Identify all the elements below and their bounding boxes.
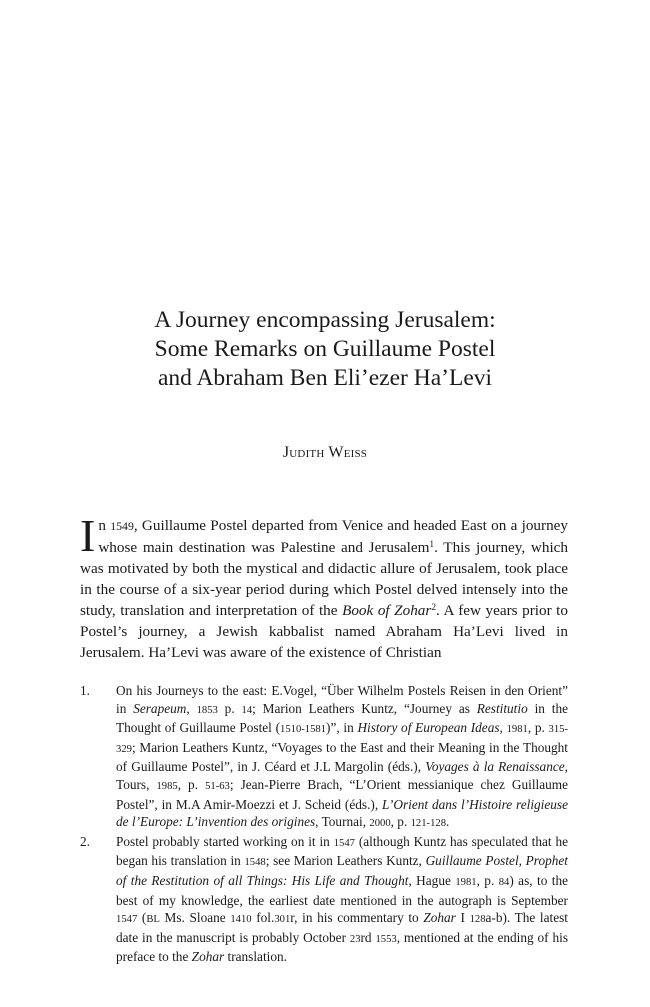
fn-seg: , Hague — [408, 872, 456, 888]
author-name: Judith Weiss — [282, 444, 368, 461]
fn-seg: , — [186, 700, 197, 716]
fn-seg: ; Marion Leathers Kuntz, “Journey as — [252, 700, 477, 716]
fn-num: 51-63 — [205, 780, 230, 792]
fn-num: 1981 — [506, 724, 528, 736]
book-title: Book of Zohar — [342, 602, 432, 619]
fn-seg: ; Marion Leathers Kuntz, “Voyages to the East and their Meaning in the Thought of Guillaume Postel”, in J. Céard et J.L Margolin (éds.), — [116, 739, 568, 775]
fn-seg: in the Thought of Guillaume Postel ( — [116, 700, 569, 736]
fn-seg: )”, in — [326, 720, 358, 736]
fn-num: 1510-1581 — [280, 724, 327, 736]
fn-seg: r, in his commentary to — [290, 910, 424, 926]
footnote-text — [116, 833, 568, 966]
fn-seg: fol. — [251, 910, 275, 926]
body-text-segment: n — [98, 517, 111, 534]
fn-seg: I — [455, 910, 470, 926]
body-year: 1549 — [110, 519, 134, 533]
footnote-ref-1[interactable]: 1 — [429, 539, 435, 550]
fn-num: 1985 — [156, 780, 178, 792]
title-line-1: A Journey encompassing Jerusalem: — [154, 307, 496, 333]
fn-italic: Zohar — [423, 910, 456, 926]
fn-num: 84 — [498, 876, 510, 888]
fn-num: 1410 — [230, 914, 252, 926]
fn-num: 1853 — [196, 704, 218, 716]
fn-seg: . — [446, 814, 450, 830]
title-line-3: and Abraham Ben Eli’ezer Ha’Levi — [157, 365, 493, 391]
fn-num: 315-329 — [116, 724, 568, 755]
footnote-number: 1. — [80, 683, 90, 698]
fn-seg: , p. — [177, 776, 206, 792]
fn-seg: ; Jean-Pierre Brach, “L’Orient messianique chez Guillaume Postel”, in M.A Amir-Moezzi et J. Scheid (éds.), — [116, 776, 568, 812]
fn-num: 2000 — [369, 818, 391, 830]
fn-seg: , mentioned at the ending of his preface to the — [116, 929, 569, 965]
fn-seg: ( — [137, 910, 147, 926]
fn-num: 301 — [274, 914, 291, 926]
fn-seg: , p. — [476, 872, 499, 888]
footnote-text — [116, 682, 568, 833]
fn-seg: On his Journeys to the east: E.Vogel, “Über Wilhelm Postels Reisen in den Orient” in — [116, 683, 568, 716]
footnote-1 — [80, 682, 568, 833]
fn-seg: , — [499, 720, 507, 736]
fn-num: 1981 — [455, 876, 477, 888]
fn-italic: L’Orient dans l’Histoire religieuse de l’Europe: L’invention des origines — [116, 796, 568, 830]
body-text-segment: , Guillaume Postel departed from Venice and headed East on a journey whose main destination was Palestine and Jerusalem — [98, 517, 568, 556]
fn-seg: translation. — [224, 949, 287, 965]
fn-italic: Guillaume Postel, Prophet of the Restitution of all Things: His Life and Thought — [116, 853, 568, 888]
fn-seg: , Tours, — [116, 759, 568, 792]
fn-italic: Voyages à la Renaissance — [425, 759, 565, 775]
fn-seg: , Tournai, — [315, 814, 370, 830]
fn-seg: , p. — [390, 814, 411, 830]
fn-seg: ; see Marion Leathers Kuntz, — [265, 853, 426, 869]
article-title — [80, 306, 570, 393]
title-line-2: Some Remarks on Guillaume Postel — [154, 336, 496, 362]
footnote-number: 2. — [80, 833, 90, 849]
fn-seg: Ms. Sloane — [159, 910, 231, 926]
fn-num: 14 — [241, 704, 253, 716]
fn-num: 128 — [469, 914, 486, 926]
fn-seg: , p. — [527, 720, 549, 736]
fn-num: 1553 — [375, 933, 397, 945]
fn-seg: rd — [360, 929, 376, 945]
body-paragraph — [80, 510, 568, 663]
fn-num: 1547 — [116, 914, 138, 926]
fn-seg: p. — [217, 700, 242, 716]
footnote-ref-2[interactable]: 2 — [431, 602, 437, 613]
fn-italic: Serapeum — [133, 700, 187, 716]
fn-seg: Postel probably started working on it in — [116, 833, 334, 849]
fn-num: 1547 — [333, 837, 355, 849]
fn-italic: Restitutio — [476, 700, 528, 716]
footnote-2 — [80, 833, 568, 966]
fn-num: 1548 — [244, 857, 266, 869]
body-text-segment: . A few years prior to Postel’s journey, a Jewish kabbalist named Abraham Ha’Levi lived in Jerusalem. Ha’Levi was aware of the existence of Christian — [80, 602, 568, 661]
footnotes — [80, 682, 568, 966]
fn-num: 23 — [349, 933, 361, 945]
fn-seg: (although Kuntz has speculated that he began his translation in — [116, 833, 568, 869]
fn-num: 121-128 — [410, 818, 447, 830]
fn-num: BL — [146, 914, 160, 926]
fn-italic: Zohar — [191, 949, 225, 965]
body-text-segment: . This journey, which was motivated by both the mystical and didactic allure of Jerusalem, took place in the course of a six-year period during which Postel delved intensely into the study, translation and interpretation of the — [80, 539, 568, 619]
fn-italic: History of European Ideas — [357, 720, 500, 736]
fn-seg: ) as, to the best of my knowledge, the earliest date mentioned in the autograph is September — [116, 872, 569, 908]
drop-cap: I — [80, 510, 96, 561]
fn-seg: a-b). The latest date in the manuscript is probably October — [116, 910, 568, 945]
